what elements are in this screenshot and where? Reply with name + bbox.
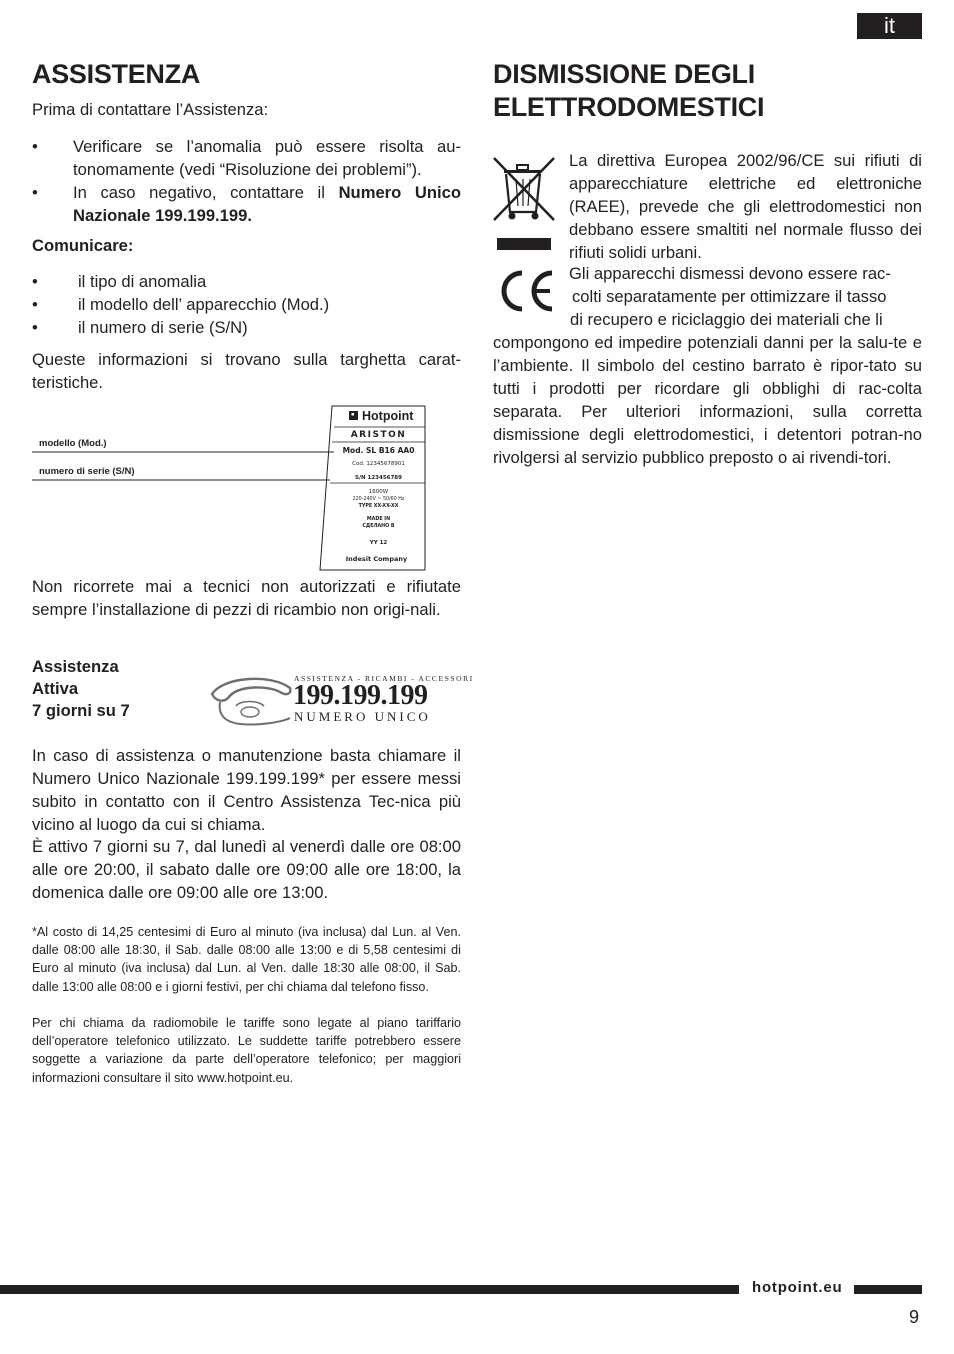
intro-text: Prima di contattare l’Assistenza:	[32, 100, 269, 119]
list-item	[32, 181, 461, 227]
footer-site: hotpoint.eu	[752, 1279, 843, 1296]
disposal-title-line: ELETTRODOMESTICI	[493, 92, 765, 122]
list-item-text: il tipo di anomalia	[78, 272, 207, 291]
disposal-para-2-line-1: Gli apparecchi dismessi devono essere rac-	[569, 264, 891, 283]
list-item	[32, 270, 461, 293]
bullet-icon: •	[32, 272, 38, 291]
active-line: Attiva	[32, 679, 79, 698]
plate-yy: YY 12	[369, 540, 388, 546]
list-item	[32, 316, 461, 339]
rating-plate-outline	[32, 400, 462, 572]
plate-made-in: MADE IN	[366, 517, 391, 522]
plate-serial: S/N 123456789	[355, 475, 402, 481]
call-text-2: È attivo 7 giorni su 7, dal lunedì al venerdì dalle ore 08:00 alle ore 20:00, il sabato dalle ore 09:00 alle ore 18:00, la domenica dalle ore 09:00 alle ore 13:00.	[32, 837, 461, 902]
bullet-icon: •	[32, 137, 38, 156]
plate-info-text: Queste informazioni si trovano sulla targhetta carat-teristiche.	[32, 350, 461, 392]
active-assistance-label	[32, 656, 130, 722]
plate-power: 1600W	[368, 489, 389, 495]
disposal-para-2-line-2: colti separatamente per ottimizzare il tasso	[572, 287, 887, 306]
disposal-para-2-line-3: di recupero e riciclaggio dei materiali che li	[570, 310, 883, 329]
assistance-title: ASSISTENZA	[32, 59, 201, 89]
list-item	[32, 293, 461, 316]
call-text-1: In caso di assistenza o manutenzione basta chiamare il Numero Unico Nazionale 199.199.199* per essere messi subito in contatto con il Centro Assistenza Tec-nica più vicino al luogo da cui si chiama.	[32, 746, 461, 834]
list-item-text: il modello dell’ apparecchio (Mod.)	[78, 295, 330, 314]
disposal-title-line: DISMISSIONE DEGLI	[493, 59, 755, 89]
plate-label-serial: numero di serie (S/N)	[39, 466, 135, 477]
disposal-para-1: La direttiva Europea 2002/96/CE sui rifiuti di apparecchiature elettriche ed elettroniche (RAEE), prevede che gli elettrodomestici non debbano essere smaltiti nel normale flusso dei rifiuti solidi urbani.	[569, 151, 922, 262]
list-item-text: In caso negativo, contattare il	[73, 183, 339, 202]
plate-company: Indesit Company	[345, 555, 408, 563]
logo-bottom-text: NUMERO UNICO	[294, 709, 431, 724]
plate-label-model: modello (Mod.)	[39, 438, 107, 449]
plate-voltage: 220-240V ~ 50/60 Hz	[352, 497, 405, 502]
ce-mark-icon	[496, 268, 556, 314]
list-item	[32, 135, 461, 181]
phone-number-text: Numero Unico Nazionale 199.199.199.	[73, 183, 462, 225]
warning-text: Non ricorrete mai a tecnici non autorizzati e rifiutate sempre l’installazione di pezzi di ricambio non origi-nali.	[32, 577, 461, 619]
plate-brand-ariston: ARISTON	[350, 430, 407, 440]
page-number: 9	[909, 1307, 920, 1327]
footnote-mobile: Per chi chiama da radiomobile le tariffe sono legate al piano tariffario dell’operatore telefonico utilizzato. Le suddette tariffe potrebbero essere soggette a variazione da parte dell’operatore telefonico; per maggiori informazioni consultare il sito www.hotpoint.eu.	[32, 1016, 461, 1085]
logo-top-text: ASSISTENZA - RICAMBI - ACCESSORI	[294, 674, 474, 683]
language-badge: it	[857, 13, 922, 39]
plate-made-in-ru: СДЕЛАНО В	[362, 524, 395, 529]
active-line: 7 giorni su 7	[32, 701, 130, 720]
weee-bin-icon	[491, 154, 557, 252]
bullet-list-info	[32, 270, 461, 339]
bullet-icon: •	[32, 183, 38, 202]
plate-type: TYPE XX-XX-XX	[358, 504, 399, 509]
footnote-cost: *Al costo di 14,25 centesimi di Euro al minuto (iva inclusa) dal Lun. al Ven. dalle 08:00 alle 18:30, il Sab. dalle 08:00 alle 13:00 e di 5,58 centesimi di Euro al minuto (iva inclusa) dal Lun. al Ven. dalle 18:30 alle 08:00, il Sab. dalle 13:00 alle 08:00 e i giorni festivi, per chi chiama dal telefono fisso.	[32, 925, 461, 994]
communicate-heading: Comunicare:	[32, 236, 134, 255]
plate-code: Cod. 12345678901	[352, 461, 405, 467]
logo-number: 199.199.199	[293, 680, 428, 711]
rating-plate-illustration	[32, 400, 462, 572]
telephone-icon	[206, 672, 296, 728]
bullet-list-contact	[32, 135, 461, 227]
footer-bar-right	[854, 1285, 922, 1294]
list-item-text: il numero di serie (S/N)	[78, 318, 248, 337]
plate-brand-hotpoint: Hotpoint	[362, 409, 414, 423]
list-item-text: Verificare se l’anomalia può essere risolta au-tonomamente (vedi “Risoluzione dei problemi”).	[73, 137, 461, 179]
active-line: Assistenza	[32, 657, 119, 676]
disposal-para-2-rest: compongono ed impedire potenziali danni per la salu-te e l’ambiente. Il simbolo del cestino barrato è ripor-tato su tutti i prodotti per ricordare gli obblighi di rac-colta separata. Per ulteriori informazioni, sulla corretta dismissione degli elettrodomestici, i detentori potran-no rivolgersi al servizio pubblico preposto o ai rivendi-tori.	[493, 333, 922, 467]
disposal-title	[493, 58, 764, 124]
bullet-icon: •	[32, 318, 38, 337]
numero-unico-logo	[206, 672, 474, 728]
plate-model: Mod. SL B16 AA0	[342, 446, 415, 455]
bullet-icon: •	[32, 295, 38, 314]
footer-bar-left	[0, 1285, 739, 1294]
